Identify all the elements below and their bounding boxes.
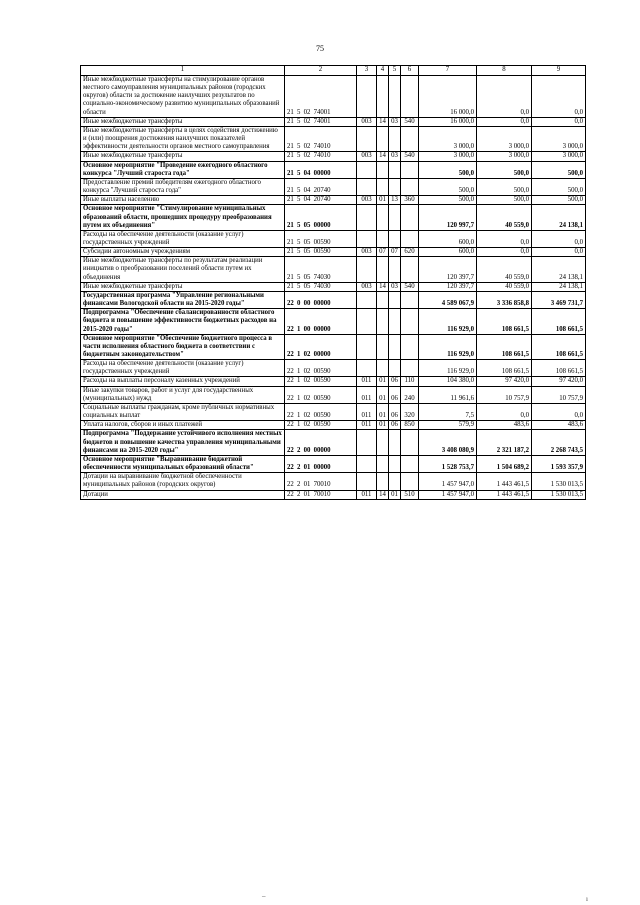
row-department (357, 334, 377, 359)
row-amount-col7: 120 397,7 (419, 282, 477, 291)
row-amount-col7: 11 961,6 (419, 386, 477, 403)
row-amount-col9: 3 000,0 (532, 152, 586, 161)
row-expense-type (401, 205, 419, 230)
row-name: Предоставление премий победителям ежегодного областного конкурса "Лучший староста года" (81, 178, 285, 195)
row-name: Иные межбюджетные трансферты в целях содействия достижению и (или) поощрения достижения наилучших показателей эффективности деятельности органов местного самоуправления (81, 126, 285, 151)
row-section: 14 (377, 490, 389, 499)
row-expense-type (401, 309, 419, 334)
row-amount-col9: 108 661,5 (532, 309, 586, 334)
table-row (81, 473, 586, 490)
header-cell-5: 5 (389, 66, 401, 76)
row-amount-col9: 97 420,0 (532, 377, 586, 386)
row-subsection (389, 334, 401, 359)
row-department: 011 (357, 377, 377, 386)
row-name: Иные выплаты населению (81, 196, 285, 205)
row-section (377, 126, 389, 151)
row-section (377, 334, 389, 359)
row-subsection: 03 (389, 117, 401, 126)
row-department (357, 205, 377, 230)
table-row (81, 403, 586, 420)
row-code: 21 5 02 74001 (285, 117, 357, 126)
table-row (81, 377, 586, 386)
row-amount-col7: 1 528 753,7 (419, 455, 477, 472)
row-subsection: 06 (389, 403, 401, 420)
row-amount-col8: 500,0 (477, 196, 532, 205)
row-amount-col8: 0,0 (477, 248, 532, 257)
row-amount-col7: 3 408 080,9 (419, 430, 477, 455)
row-amount-col7: 120 997,7 (419, 205, 477, 230)
row-code: 22 2 01 70010 (285, 490, 357, 499)
row-department: 003 (357, 282, 377, 291)
row-department: 011 (357, 403, 377, 420)
row-expense-type: 620 (401, 248, 419, 257)
row-amount-col8: 1 504 689,2 (477, 455, 532, 472)
table-row (81, 430, 586, 455)
row-subsection (389, 178, 401, 195)
row-subsection: 06 (389, 386, 401, 403)
row-name: Социальные выплаты гражданам, кроме публичных нормативных социальных выплат (81, 403, 285, 420)
row-expense-type: 540 (401, 282, 419, 291)
row-name: Дотации (81, 490, 285, 499)
row-amount-col9: 500,0 (532, 178, 586, 195)
row-expense-type (401, 360, 419, 377)
row-name: Основное мероприятие "Обеспечение бюджетного процесса в части исполнения областного бюджета в соответствии с бюджетным законодательством" (81, 334, 285, 359)
row-department (357, 178, 377, 195)
row-amount-col8: 500,0 (477, 178, 532, 195)
row-code: 22 1 02 00000 (285, 334, 357, 359)
row-department (357, 126, 377, 151)
row-expense-type (401, 291, 419, 308)
budget-table (80, 65, 586, 500)
row-section (377, 161, 389, 178)
row-name: Расходы на выплаты персоналу казенных учреждений (81, 377, 285, 386)
table-row (81, 282, 586, 291)
row-name: Иные межбюджетные трансферты (81, 152, 285, 161)
row-subsection: 06 (389, 421, 401, 430)
row-section: 01 (377, 403, 389, 420)
row-amount-col9: 0,0 (532, 403, 586, 420)
row-amount-col9: 500,0 (532, 196, 586, 205)
row-name: Уплата налогов, сборов и иных платежей (81, 421, 285, 430)
row-name: Подпрограмма "Поддержание устойчивого исполнения местных бюджетов и повышение качества управления муниципальными финансами на 2015-2020 годы" (81, 430, 285, 455)
row-section: 14 (377, 152, 389, 161)
row-amount-col9: 10 757,9 (532, 386, 586, 403)
row-expense-type (401, 178, 419, 195)
row-name: Расходы на обеспечение деятельности (оказание услуг) государственных учреждений (81, 360, 285, 377)
row-department: 003 (357, 117, 377, 126)
table-row (81, 309, 586, 334)
row-amount-col9: 24 138,1 (532, 282, 586, 291)
row-amount-col9: 0,0 (532, 230, 586, 247)
row-code: 21 5 02 74001 (285, 76, 357, 118)
row-amount-col9: 1 593 357,9 (532, 455, 586, 472)
row-amount-col7: 116 929,0 (419, 309, 477, 334)
row-subsection: 03 (389, 282, 401, 291)
row-amount-col7: 500,0 (419, 161, 477, 178)
row-name: Расходы на обеспечение деятельности (оказание услуг) государственных учреждений (81, 230, 285, 247)
row-amount-col9: 108 661,5 (532, 360, 586, 377)
row-name: Иные межбюджетные трансферты (81, 282, 285, 291)
row-code: 21 5 05 00000 (285, 205, 357, 230)
row-subsection (389, 76, 401, 118)
row-subsection (389, 126, 401, 151)
row-section (377, 257, 389, 282)
row-amount-col8: 2 321 187,2 (477, 430, 532, 455)
row-amount-col9: 0,0 (532, 117, 586, 126)
row-amount-col9: 0,0 (532, 248, 586, 257)
row-amount-col8: 0,0 (477, 117, 532, 126)
header-row (81, 66, 586, 76)
row-amount-col8: 3 000,0 (477, 126, 532, 151)
row-expense-type (401, 455, 419, 472)
row-expense-type (401, 126, 419, 151)
row-amount-col9: 500,0 (532, 161, 586, 178)
row-subsection (389, 161, 401, 178)
row-amount-col8: 108 661,5 (477, 309, 532, 334)
row-code: 22 1 02 00590 (285, 421, 357, 430)
header-cell-7: 7 (419, 66, 477, 76)
table-row (81, 196, 586, 205)
row-code: 22 2 00 00000 (285, 430, 357, 455)
table-row (81, 248, 586, 257)
table-row (81, 126, 586, 151)
row-amount-col8: 0,0 (477, 230, 532, 247)
header-cell-4: 4 (377, 66, 389, 76)
row-expense-type (401, 76, 419, 118)
row-amount-col7: 16 000,0 (419, 117, 477, 126)
row-section (377, 291, 389, 308)
row-subsection: 13 (389, 196, 401, 205)
row-department: 011 (357, 490, 377, 499)
row-name: Основное мероприятие "Выравнивание бюджетной обеспеченности муниципальных образований области" (81, 455, 285, 472)
row-expense-type: 360 (401, 196, 419, 205)
header-cell-1: 1 (81, 66, 285, 76)
row-name: Подпрограмма "Обеспечение сбалансированности областного бюджета и повышение эффективности бюджетных расходов на 2015-2020 годы" (81, 309, 285, 334)
scan-mark: – (262, 892, 266, 900)
row-code: 21 5 05 74030 (285, 257, 357, 282)
row-subsection (389, 455, 401, 472)
header-cell-8: 8 (477, 66, 532, 76)
row-amount-col7: 4 589 067,9 (419, 291, 477, 308)
header-cell-2: 2 (285, 66, 357, 76)
table-row (81, 76, 586, 118)
row-code: 22 2 01 70010 (285, 473, 357, 490)
row-name: Основное мероприятие "Проведение ежегодного областного конкурса "Лучший староста года" (81, 161, 285, 178)
row-subsection (389, 205, 401, 230)
row-amount-col8: 108 661,5 (477, 334, 532, 359)
table-row (81, 386, 586, 403)
row-department (357, 291, 377, 308)
table-row (81, 117, 586, 126)
row-amount-col9: 483,6 (532, 421, 586, 430)
row-name: Государственная программа "Управление региональными финансами Вологодской области на 2015-2020 годы" (81, 291, 285, 308)
row-expense-type (401, 473, 419, 490)
row-amount-col8: 0,0 (477, 76, 532, 118)
row-section (377, 430, 389, 455)
row-amount-col7: 3 000,0 (419, 126, 477, 151)
row-amount-col8: 483,6 (477, 421, 532, 430)
row-department (357, 161, 377, 178)
header-cell-6: 6 (401, 66, 419, 76)
scan-mark: ı (586, 895, 588, 903)
row-amount-col9: 24 138,1 (532, 205, 586, 230)
table-row (81, 490, 586, 499)
row-amount-col7: 579,9 (419, 421, 477, 430)
row-amount-col9: 3 469 731,7 (532, 291, 586, 308)
row-department (357, 257, 377, 282)
row-amount-col8: 1 443 461,5 (477, 490, 532, 499)
table-row (81, 230, 586, 247)
row-amount-col7: 116 929,0 (419, 360, 477, 377)
row-amount-col8: 3 336 858,8 (477, 291, 532, 308)
row-department (357, 430, 377, 455)
row-expense-type (401, 430, 419, 455)
row-section (377, 309, 389, 334)
table-row (81, 421, 586, 430)
row-amount-col8: 40 559,0 (477, 257, 532, 282)
row-code: 21 5 04 20740 (285, 196, 357, 205)
row-subsection (389, 230, 401, 247)
row-amount-col8: 1 443 461,5 (477, 473, 532, 490)
row-amount-col9: 0,0 (532, 76, 586, 118)
row-expense-type (401, 230, 419, 247)
row-amount-col7: 600,0 (419, 248, 477, 257)
table-row (81, 334, 586, 359)
row-amount-col7: 104 380,0 (419, 377, 477, 386)
row-section: 01 (377, 421, 389, 430)
row-name: Иные межбюджетные трансферты по результатам реализации инициатив о преобразовании поселений области путем их объединения (81, 257, 285, 282)
row-name: Иные межбюджетные трансферты (81, 117, 285, 126)
row-name: Субсидии автономным учреждениям (81, 248, 285, 257)
row-section: 01 (377, 386, 389, 403)
row-name: Дотации на выравнивание бюджетной обеспеченности муниципальных районов (городских округов) (81, 473, 285, 490)
row-subsection (389, 257, 401, 282)
row-section: 14 (377, 117, 389, 126)
header-cell-9: 9 (532, 66, 586, 76)
row-expense-type: 540 (401, 152, 419, 161)
row-code: 22 1 02 00590 (285, 377, 357, 386)
row-code: 21 5 02 74010 (285, 152, 357, 161)
row-amount-col8: 10 757,9 (477, 386, 532, 403)
row-name: Основное мероприятие "Стимулирование муниципальных образований области, прошедших процедуру преобразования путем их объединения" (81, 205, 285, 230)
row-expense-type: 320 (401, 403, 419, 420)
row-section: 01 (377, 377, 389, 386)
row-amount-col7: 7,5 (419, 403, 477, 420)
row-code: 21 5 05 00590 (285, 248, 357, 257)
row-section (377, 76, 389, 118)
row-section (377, 178, 389, 195)
row-department: 011 (357, 386, 377, 403)
row-expense-type: 540 (401, 117, 419, 126)
row-code: 21 5 05 00590 (285, 230, 357, 247)
row-amount-col9: 1 530 013,5 (532, 490, 586, 499)
row-code: 21 5 04 00000 (285, 161, 357, 178)
row-subsection (389, 430, 401, 455)
row-amount-col8: 108 661,5 (477, 360, 532, 377)
row-code: 22 0 00 00000 (285, 291, 357, 308)
row-section (377, 360, 389, 377)
row-amount-col9: 2 268 743,5 (532, 430, 586, 455)
row-department (357, 76, 377, 118)
row-expense-type: 110 (401, 377, 419, 386)
row-amount-col7: 116 929,0 (419, 334, 477, 359)
row-amount-col7: 1 457 947,0 (419, 473, 477, 490)
row-code: 21 5 04 20740 (285, 178, 357, 195)
header-cell-3: 3 (357, 66, 377, 76)
row-subsection: 07 (389, 248, 401, 257)
row-amount-col9: 108 661,5 (532, 334, 586, 359)
row-section (377, 205, 389, 230)
row-amount-col8: 97 420,0 (477, 377, 532, 386)
row-expense-type (401, 257, 419, 282)
table-row (81, 152, 586, 161)
row-amount-col7: 3 000,0 (419, 152, 477, 161)
row-department: 003 (357, 196, 377, 205)
row-section: 01 (377, 196, 389, 205)
row-amount-col7: 120 397,7 (419, 257, 477, 282)
row-department (357, 309, 377, 334)
row-amount-col7: 16 000,0 (419, 76, 477, 118)
row-code: 21 5 05 74030 (285, 282, 357, 291)
row-amount-col8: 500,0 (477, 161, 532, 178)
row-amount-col7: 500,0 (419, 178, 477, 195)
row-department (357, 360, 377, 377)
row-code: 22 1 02 00590 (285, 360, 357, 377)
row-section: 07 (377, 248, 389, 257)
row-amount-col7: 1 457 947,0 (419, 490, 477, 499)
row-amount-col8: 0,0 (477, 403, 532, 420)
table-row (81, 205, 586, 230)
row-section (377, 473, 389, 490)
row-expense-type: 510 (401, 490, 419, 499)
row-amount-col7: 500,0 (419, 196, 477, 205)
row-subsection: 03 (389, 152, 401, 161)
row-name: Иные закупки товаров, работ и услуг для государственных (муниципальных) нужд (81, 386, 285, 403)
row-amount-col8: 40 559,0 (477, 282, 532, 291)
row-expense-type (401, 334, 419, 359)
row-expense-type (401, 161, 419, 178)
row-subsection: 06 (389, 377, 401, 386)
table-row (81, 257, 586, 282)
row-code: 22 1 02 00590 (285, 403, 357, 420)
table-body (81, 76, 586, 500)
row-department (357, 455, 377, 472)
row-department: 003 (357, 152, 377, 161)
row-code: 22 1 00 00000 (285, 309, 357, 334)
row-department: 003 (357, 248, 377, 257)
row-code: 22 2 01 00000 (285, 455, 357, 472)
row-amount-col8: 3 000,0 (477, 152, 532, 161)
row-section (377, 230, 389, 247)
row-subsection: 01 (389, 490, 401, 499)
row-amount-col9: 24 138,1 (532, 257, 586, 282)
row-section: 14 (377, 282, 389, 291)
row-code: 22 1 02 00590 (285, 386, 357, 403)
row-subsection (389, 291, 401, 308)
table-row (81, 161, 586, 178)
row-name: Иные межбюджетные трансферты на стимулирование органов местного самоуправления муниципальных районов (городских округов) области за достижение наилучших результатов по социально-экономическому развитию муниципальных образований области (81, 76, 285, 118)
table-row (81, 360, 586, 377)
table-row (81, 455, 586, 472)
row-amount-col9: 1 530 013,5 (532, 473, 586, 490)
row-expense-type: 850 (401, 421, 419, 430)
table-row (81, 178, 586, 195)
table-row (81, 291, 586, 308)
row-subsection (389, 309, 401, 334)
row-amount-col7: 600,0 (419, 230, 477, 247)
row-section (377, 455, 389, 472)
row-amount-col9: 3 000,0 (532, 126, 586, 151)
page-number: 75 (316, 44, 324, 53)
row-department (357, 473, 377, 490)
row-code: 21 5 02 74010 (285, 126, 357, 151)
row-subsection (389, 473, 401, 490)
row-expense-type: 240 (401, 386, 419, 403)
row-department (357, 230, 377, 247)
row-subsection (389, 360, 401, 377)
row-department: 011 (357, 421, 377, 430)
row-amount-col8: 40 559,0 (477, 205, 532, 230)
